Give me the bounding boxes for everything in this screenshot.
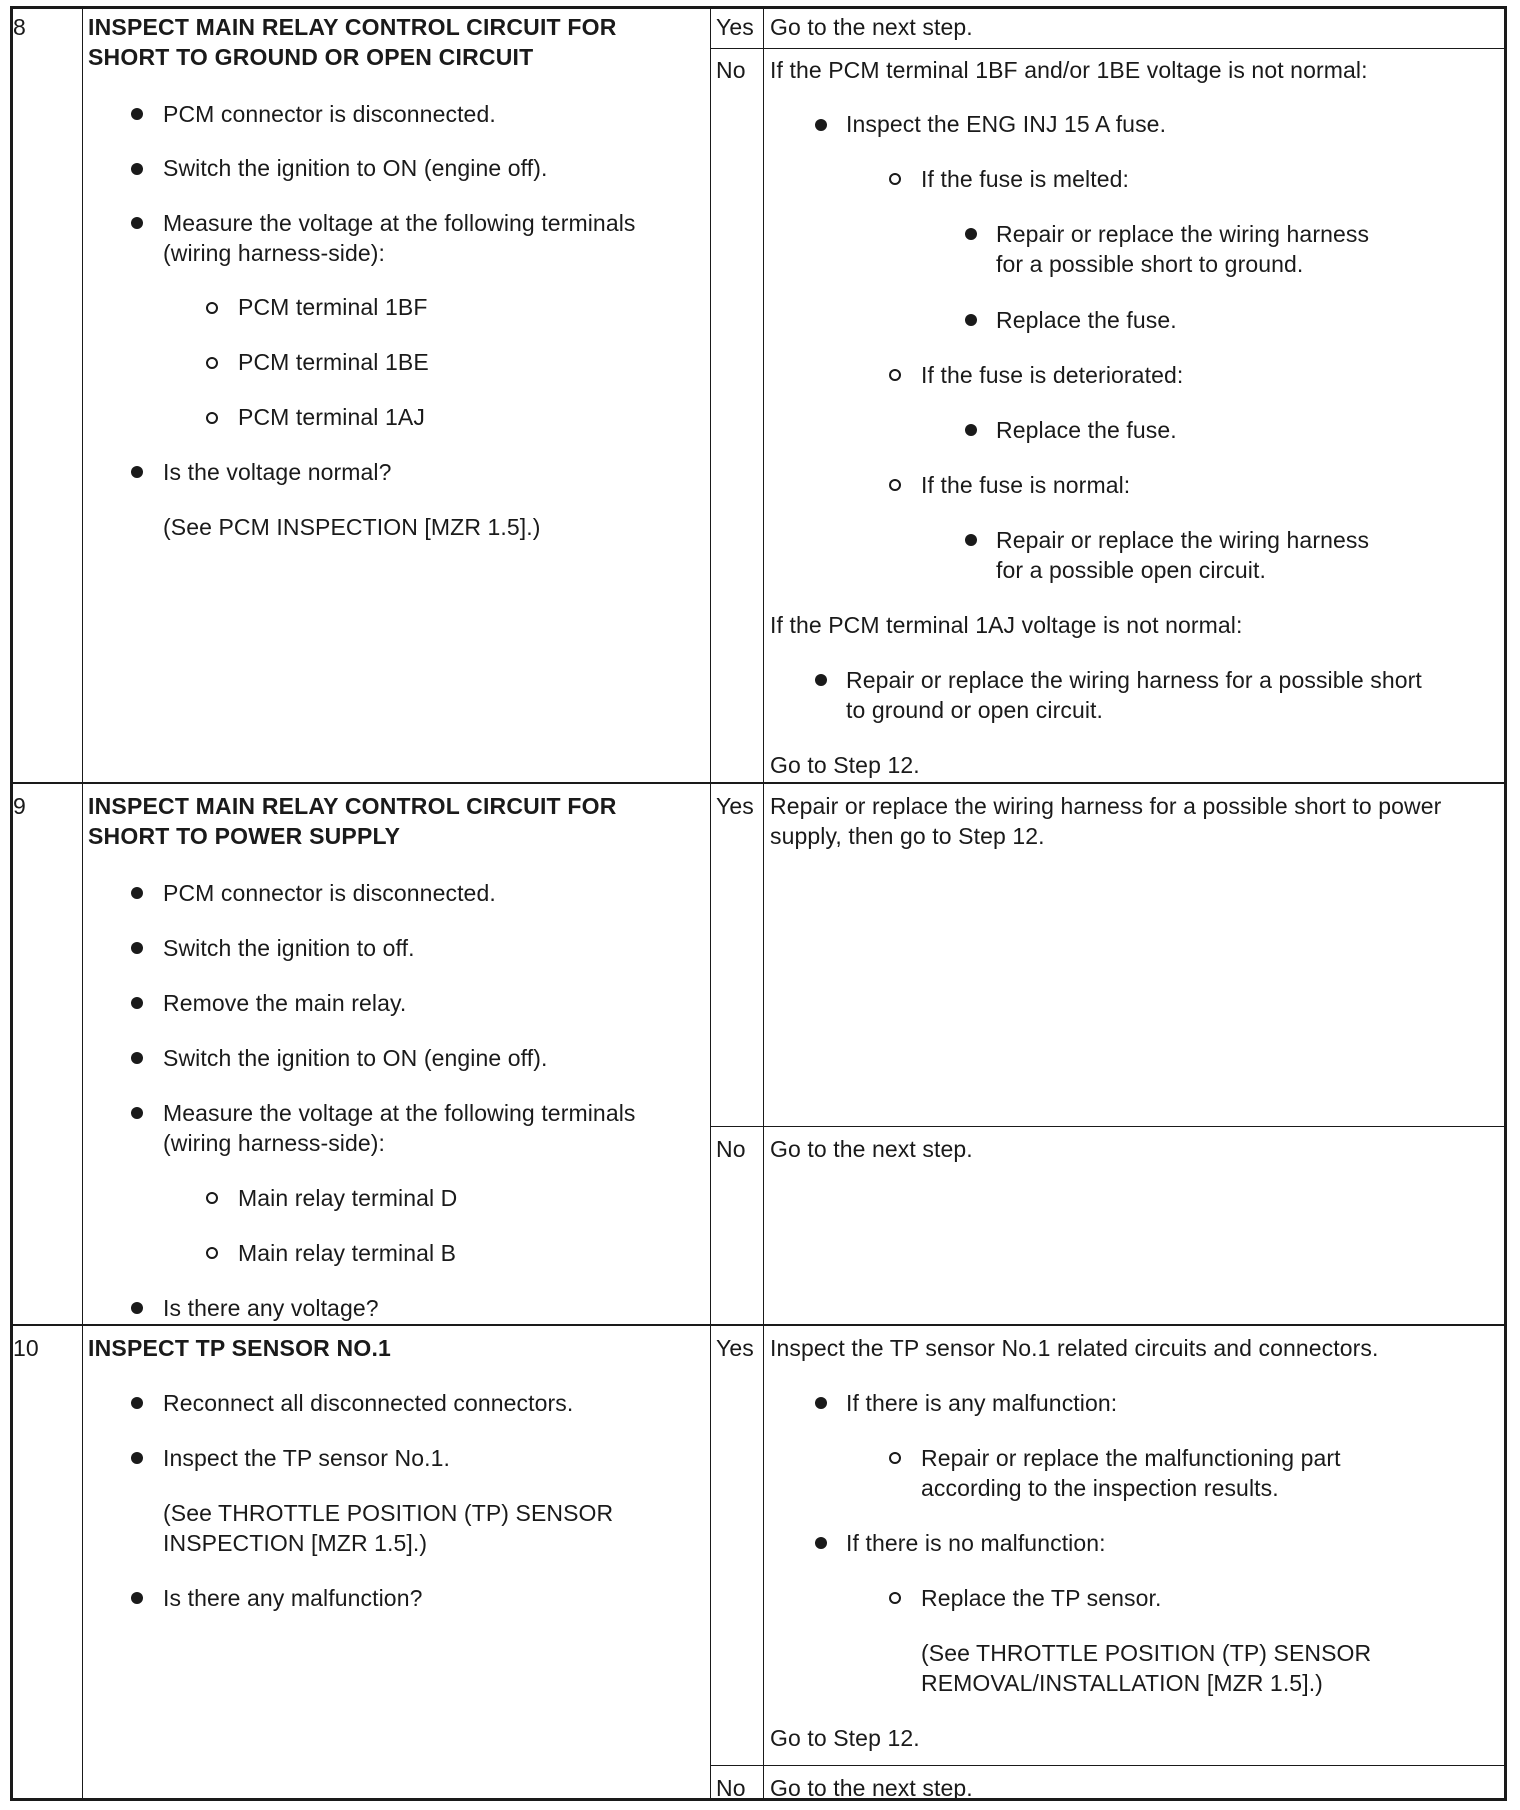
bullet-icon xyxy=(131,1052,143,1064)
bullet-icon xyxy=(131,466,143,478)
procedure-item: Switch the ignition to ON (engine off). xyxy=(163,1045,548,1071)
row-divider-step-9 xyxy=(11,782,1506,784)
yes-action: Go to the next step. xyxy=(770,14,973,40)
no-action-line: Inspect the ENG INJ 15 A fuse. xyxy=(846,111,1167,137)
step-title: INSPECT TP SENSOR NO.1 xyxy=(88,1335,392,1361)
bullet-icon xyxy=(131,1107,143,1119)
yes-action-line: according to the inspection results. xyxy=(921,1475,1279,1501)
no-label: No xyxy=(716,1775,746,1801)
sub-bullet-icon xyxy=(889,1592,901,1604)
yes-action-line: Inspect the TP sensor No.1 related circuits and connectors. xyxy=(770,1335,1379,1361)
bullet-icon xyxy=(131,108,143,120)
procedure-item: Reconnect all disconnected connectors. xyxy=(163,1390,574,1416)
bullet-icon xyxy=(131,1397,143,1409)
yes-action: Repair or replace the wiring harness for a possible short to power xyxy=(770,793,1442,819)
bullet-icon xyxy=(131,1452,143,1464)
bullet-icon xyxy=(965,424,977,436)
procedure-subitem: PCM terminal 1BE xyxy=(238,349,429,375)
procedure-subitem: PCM terminal 1AJ xyxy=(238,404,425,430)
bullet-icon xyxy=(131,1302,143,1314)
sub-bullet-icon xyxy=(206,1247,218,1259)
bullet-icon xyxy=(965,228,977,240)
sub-bullet-icon xyxy=(889,369,901,381)
bullet-icon xyxy=(131,163,143,175)
bullet-icon xyxy=(131,1592,143,1604)
no-action: Go to the next step. xyxy=(770,1775,973,1801)
yes-label: Yes xyxy=(716,14,754,40)
sub-bullet-icon xyxy=(206,1192,218,1204)
no-action-line: If the fuse is deteriorated: xyxy=(921,362,1184,388)
reference-note: (See THROTTLE POSITION (TP) SENSOR xyxy=(163,1500,614,1526)
bullet-icon xyxy=(131,217,143,229)
procedure-item: Is there any malfunction? xyxy=(163,1585,423,1611)
no-action: Go to the next step. xyxy=(770,1136,973,1162)
bullet-icon xyxy=(131,887,143,899)
sub-bullet-icon xyxy=(206,357,218,369)
yes-no-divider-step-10 xyxy=(710,1765,1506,1766)
sub-bullet-icon xyxy=(206,302,218,314)
yes-action-line: Repair or replace the malfunctioning part xyxy=(921,1445,1341,1471)
step-title: SHORT TO POWER SUPPLY xyxy=(88,823,401,849)
procedure-subitem: Main relay terminal D xyxy=(238,1185,458,1211)
yes-action-line: REMOVAL/INSTALLATION [MZR 1.5].) xyxy=(921,1670,1323,1696)
column-divider-procedure xyxy=(710,7,711,1800)
procedure-item: Measure the voltage at the following terminals xyxy=(163,210,636,236)
no-action-line: If the fuse is normal: xyxy=(921,472,1131,498)
yes-action-line: If there is no malfunction: xyxy=(846,1530,1106,1556)
yes-action-line: If there is any malfunction: xyxy=(846,1390,1118,1416)
row-divider-step-10 xyxy=(11,1324,1506,1326)
sub-bullet-icon xyxy=(206,412,218,424)
no-action-line: If the PCM terminal 1BF and/or 1BE voltage is not normal: xyxy=(770,57,1368,83)
procedure-subitem: Main relay terminal B xyxy=(238,1240,457,1266)
no-action-line: for a possible short to ground. xyxy=(996,251,1304,277)
bullet-icon xyxy=(965,314,977,326)
yes-label: Yes xyxy=(716,1335,754,1361)
procedure-item: (wiring harness-side): xyxy=(163,1130,386,1156)
yes-action-line: (See THROTTLE POSITION (TP) SENSOR xyxy=(921,1640,1372,1666)
no-action-line: If the PCM terminal 1AJ voltage is not normal: xyxy=(770,612,1243,638)
yes-no-divider-step-9 xyxy=(710,1126,1506,1127)
yes-action-line: Go to Step 12. xyxy=(770,1725,920,1751)
procedure-item: Switch the ignition to ON (engine off). xyxy=(163,155,548,181)
no-label: No xyxy=(716,1136,746,1162)
step-title: INSPECT MAIN RELAY CONTROL CIRCUIT FOR xyxy=(88,14,617,40)
no-action-line: Replace the fuse. xyxy=(996,307,1177,333)
no-action-line: Repair or replace the wiring harness xyxy=(996,527,1370,553)
bullet-icon xyxy=(131,942,143,954)
procedure-item: Is the voltage normal? xyxy=(163,459,392,485)
yes-action: supply, then go to Step 12. xyxy=(770,823,1045,849)
no-action-line: Repair or replace the wiring harness for a possible short xyxy=(846,667,1422,693)
bullet-icon xyxy=(815,119,827,131)
procedure-item: PCM connector is disconnected. xyxy=(163,880,496,906)
no-action-line: Repair or replace the wiring harness xyxy=(996,221,1370,247)
step-number: 8 xyxy=(13,14,26,40)
bullet-icon xyxy=(131,997,143,1009)
yes-no-divider-step-8 xyxy=(710,48,1506,49)
step-title: INSPECT MAIN RELAY CONTROL CIRCUIT FOR xyxy=(88,793,617,819)
bullet-icon xyxy=(815,1397,827,1409)
step-number: 10 xyxy=(13,1335,39,1361)
procedure-subitem: PCM terminal 1BF xyxy=(238,294,428,320)
procedure-item: PCM connector is disconnected. xyxy=(163,101,496,127)
bullet-icon xyxy=(815,674,827,686)
no-action-line: for a possible open circuit. xyxy=(996,557,1266,583)
column-divider-number xyxy=(82,7,83,1800)
procedure-item: Switch the ignition to off. xyxy=(163,935,415,961)
step-number: 9 xyxy=(13,793,26,819)
sub-bullet-icon xyxy=(889,479,901,491)
reference-note: INSPECTION [MZR 1.5].) xyxy=(163,1530,428,1556)
bullet-icon xyxy=(965,534,977,546)
no-action-line: Go to Step 12. xyxy=(770,752,920,778)
procedure-item: Remove the main relay. xyxy=(163,990,407,1016)
bullet-icon xyxy=(815,1537,827,1549)
no-action-line: Replace the fuse. xyxy=(996,417,1177,443)
sub-bullet-icon xyxy=(889,1452,901,1464)
yes-action-line: Replace the TP sensor. xyxy=(921,1585,1162,1611)
reference-note: (See PCM INSPECTION [MZR 1.5].) xyxy=(163,514,541,540)
no-action-line: If the fuse is melted: xyxy=(921,166,1130,192)
procedure-item: Inspect the TP sensor No.1. xyxy=(163,1445,450,1471)
no-label: No xyxy=(716,57,746,83)
no-action-line: to ground or open circuit. xyxy=(846,697,1104,723)
yes-label: Yes xyxy=(716,793,754,819)
sub-bullet-icon xyxy=(889,173,901,185)
procedure-item: Is there any voltage? xyxy=(163,1295,379,1321)
step-title: SHORT TO GROUND OR OPEN CIRCUIT xyxy=(88,44,534,70)
procedure-item: Measure the voltage at the following terminals xyxy=(163,1100,636,1126)
procedure-item: (wiring harness-side): xyxy=(163,240,386,266)
column-divider-result xyxy=(763,7,764,1800)
